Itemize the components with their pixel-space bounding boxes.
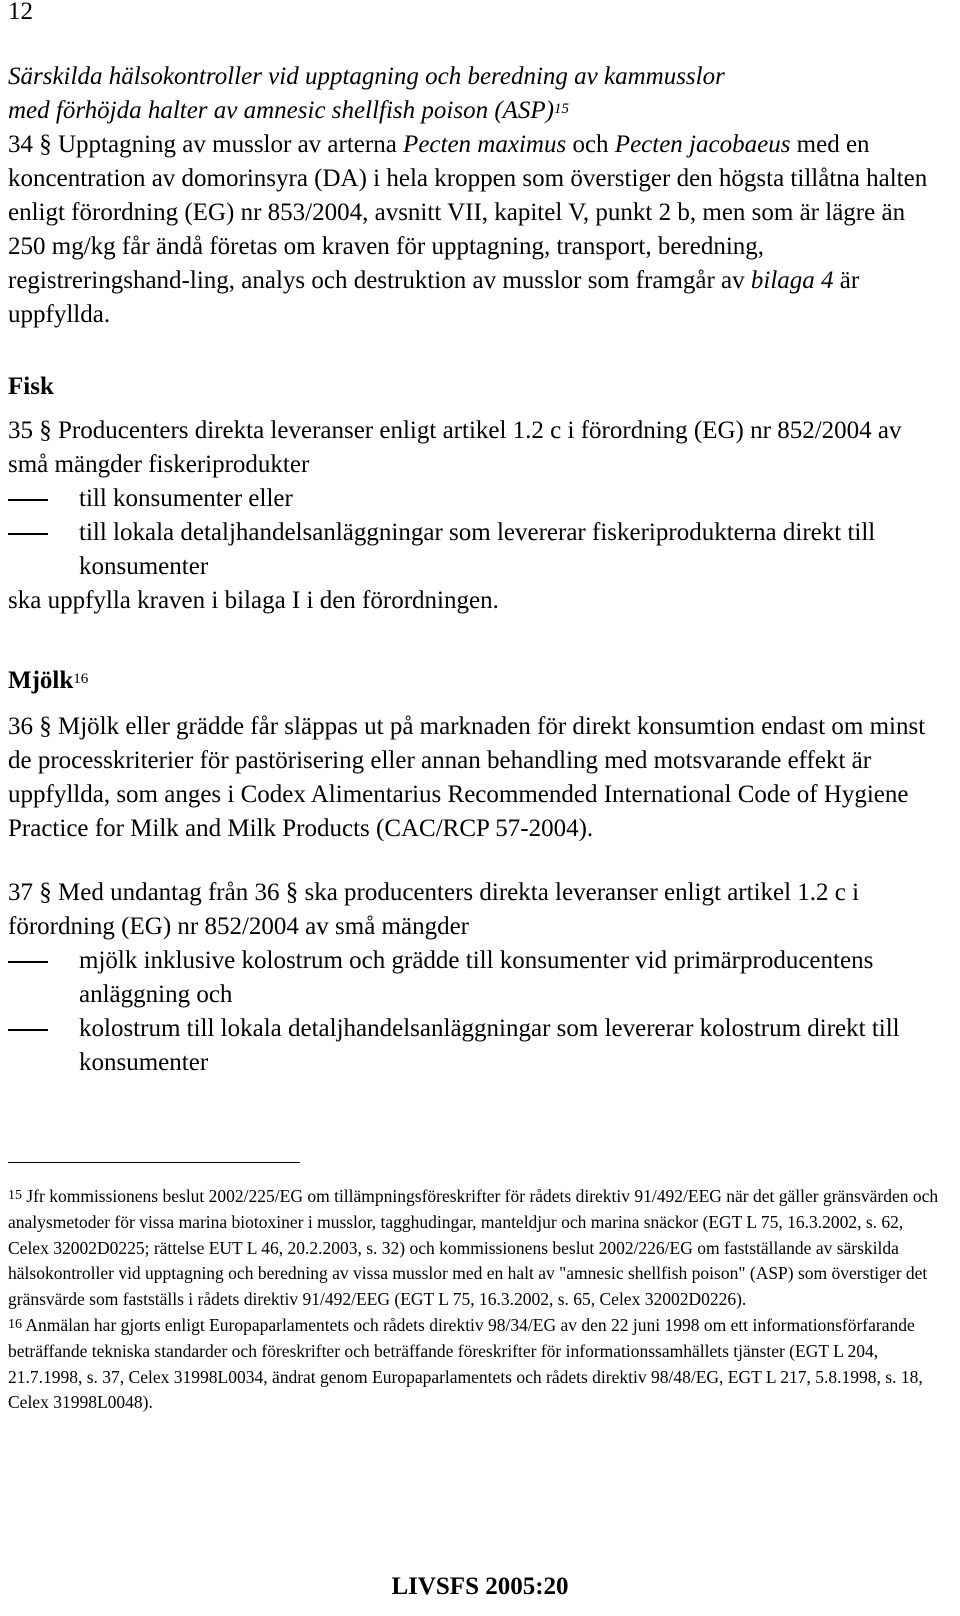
section-number: 35 §	[8, 417, 52, 444]
section-number: 34 §	[8, 131, 52, 158]
section-heading-mjolk	[8, 664, 943, 698]
section-number: 36 §	[8, 713, 52, 740]
annex-reference: bilaga 4	[750, 267, 834, 294]
footnote-divider	[8, 1162, 300, 1163]
species-name: Pecten maximus	[403, 131, 567, 158]
list-item: till lokala detaljhandelsanläggningar som levererar fiskeriprodukterna direkt till konsumenter	[8, 516, 943, 584]
species-name: Pecten jacobaeus	[614, 131, 791, 158]
list-item: kolostrum till lokala detaljhandelsanläggningar som levererar kolostrum direkt till konsumenter	[8, 1012, 943, 1080]
heading-line: Särskilda hälsokontroller vid upptagning och beredning av kammusslor	[8, 63, 725, 90]
page-number: 12	[8, 0, 33, 25]
paragraph-37	[8, 876, 943, 944]
paragraph-text: Med undantag från 36 § ska producenters direkta leveranser enligt artikel 1.2 c i förordning (EG) nr 852/2004 av små mängder	[8, 879, 860, 940]
footnote-15	[8, 1184, 943, 1313]
footnote-text: Anmälan har gjorts enligt Europaparlamentets och rådets direktiv 98/34/EG av den 22 juni 1998 om ett informationsförfarande beträffande tekniska standarder och föreskrifter och beträffande föreskrifter för informationssamhällets tjänster (EGT L 204, 21.7.1998, s. 37, Celex 31998L0034, ändrat genom Europaparlamentets och rådets direktiv 98/48/EG, EGT L 217, 5.8.1998, s. 18, Celex 31998L0048).	[8, 1314, 923, 1413]
main-text	[8, 60, 943, 1080]
heading-text: Mjölk	[8, 667, 74, 694]
paragraph-text: och	[566, 131, 615, 158]
footnote-ref[interactable]: 16	[73, 671, 89, 687]
paragraph-35	[8, 414, 943, 482]
document-code: LIVSFS 2005:20	[391, 1573, 569, 1600]
paragraph-text: Mjölk eller grädde får släppas ut på marknaden för direkt konsumtion endast om minst de processkriterier för pastörisering eller annan behandling med motsvarande effekt är uppfyllda, som anges i Codex Alimentarius Recommended International Code of Hygiene Practice for Milk and Milk Products (CAC/RCP 57-2004).	[8, 713, 926, 842]
footnote-text: Jfr kommissionens beslut 2002/225/EG om tillämpningsföreskrifter för rådets direktiv 91/492/EEG när det gäller gränsvärden och analysmetoder för vissa marina biotoxiner i musslor, tagghudingar, manteldjur och marina snäckor (EGT L 75, 16.3.2002, s. 62, Celex 32002D0225; rättelse EUT L 46, 20.2.2003, s. 32) och kommissionens beslut 2002/226/EG om fastställande av särskilda hälsokontroller vid upptagning och beredning av vissa musslor med en halt av "amnesic shellfish poison" (ASP) som överstiger det gränsvärde som fastställs i rådets direktiv 91/492/EEG (EGT L 75, 16.3.2002, s. 65, Celex 32002D0226).	[8, 1186, 939, 1310]
heading-line: med förhöjda halter av amnesic shellfish poison (ASP)	[8, 97, 555, 124]
list-item: till konsumenter eller	[8, 482, 943, 516]
footnote-number: 16	[8, 1316, 22, 1332]
list-item: mjölk inklusive kolostrum och grädde till konsumenter vid primärproducentens anläggning och	[8, 944, 943, 1012]
footnotes	[8, 1184, 943, 1416]
paragraph-34	[8, 128, 943, 332]
section-number: 37 §	[8, 879, 52, 906]
footnote-ref[interactable]: 15	[554, 101, 570, 117]
paragraph-text: är uppfyllda.	[8, 267, 860, 328]
paragraph-text: ska uppfylla kraven i bilaga I i den förordningen.	[8, 587, 499, 614]
dash-list	[8, 482, 943, 584]
footnote-16	[8, 1313, 943, 1416]
paragraph-36	[8, 710, 943, 846]
dash-list	[8, 944, 943, 1080]
footnote-number: 15	[8, 1188, 22, 1203]
section-heading-asp	[8, 60, 943, 128]
paragraph-text: Upptagning av musslor av arterna	[51, 131, 404, 158]
section-heading-fisk: Fisk	[8, 373, 54, 400]
paragraph-text: Producenters direkta leveranser enligt artikel 1.2 c i förordning (EG) nr 852/2004 av små mängder fiskeriprodukter	[8, 417, 902, 478]
paragraph-text: med en koncentration av domorinsyra (DA) i hela kroppen som överstiger den högsta tillåtna halten enligt förordning (EG) nr 853/2004, avsnitt VII, kapitel V, punkt 2 b, men som är lägre än 250 mg/kg får ändå företas om kraven för upptagning, transport, beredning, registreringshand-ling, analys och destruktion av musslor som framgår av	[8, 131, 928, 294]
